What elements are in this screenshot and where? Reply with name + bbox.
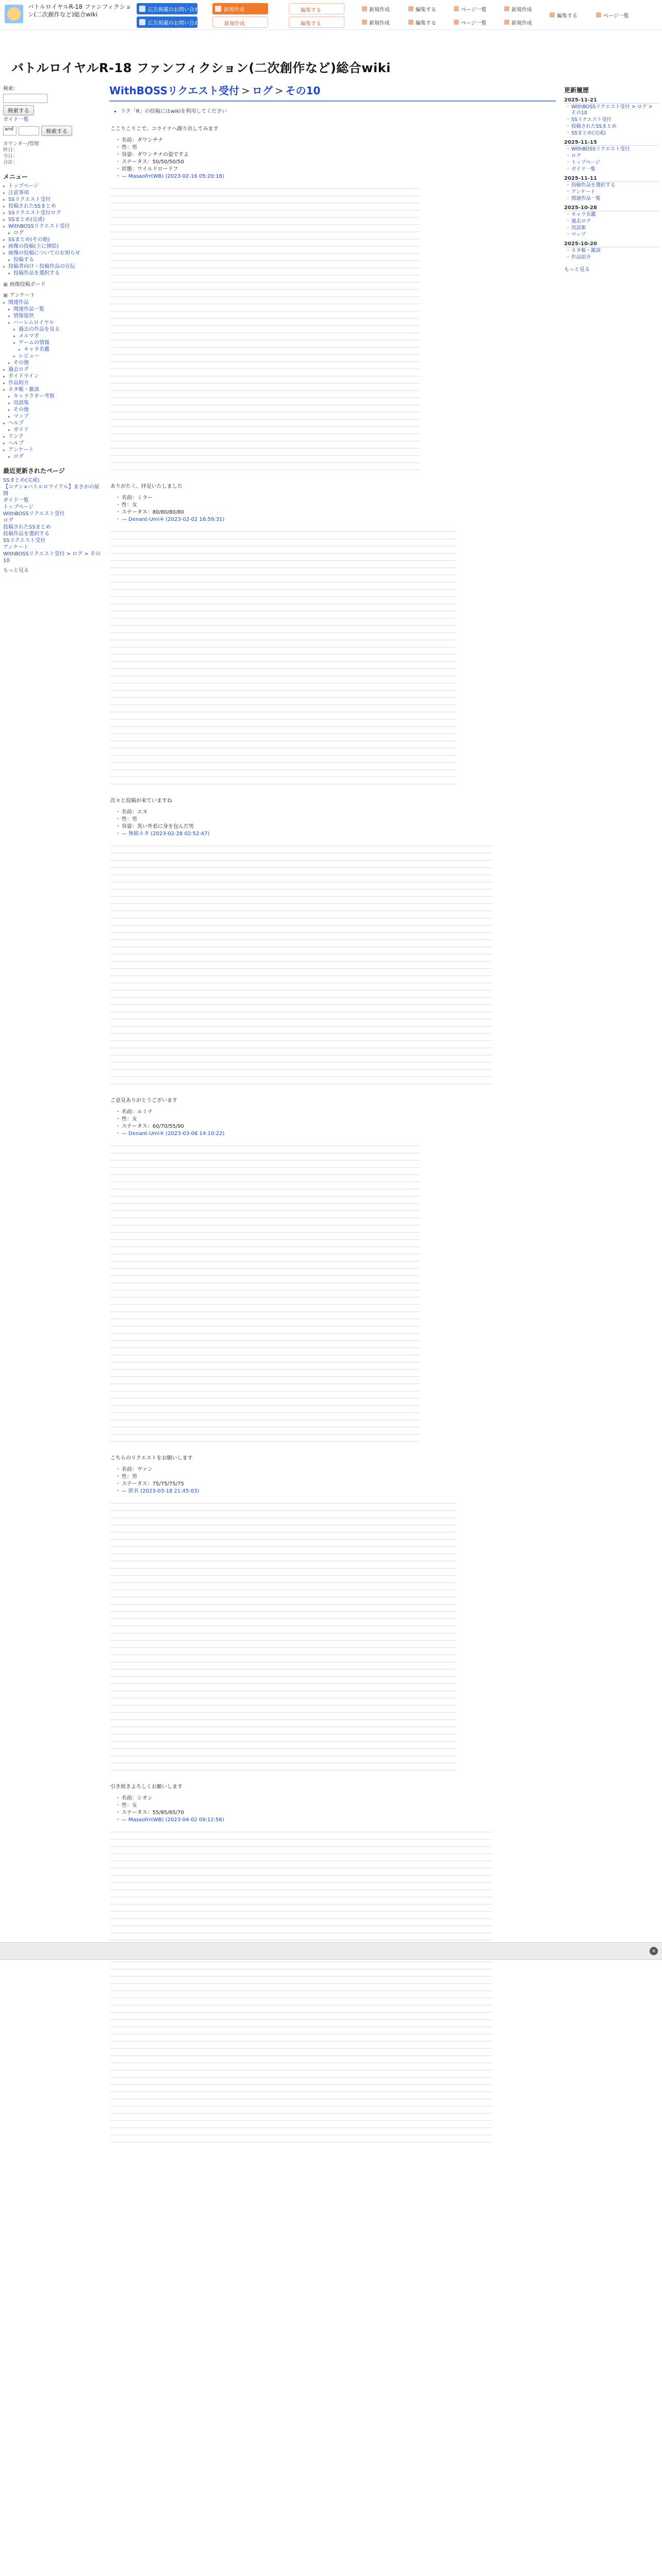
menu-item[interactable]: ▸ リンク <box>3 433 104 440</box>
update-link[interactable]: ・ 作品紹介 <box>567 255 659 261</box>
update-link[interactable]: ・ ログ <box>567 153 659 159</box>
post-entry <box>109 1097 556 1444</box>
counter-yesterday: 昨日： <box>3 147 18 153</box>
edit-button-2[interactable]: 編集する <box>289 16 344 28</box>
post-item: ・ ステータス：55/85/65/70 <box>117 1809 556 1817</box>
post-list <box>109 126 556 2144</box>
plus-icon <box>215 6 221 12</box>
menu-item[interactable]: ▸ SSリクエスト受付 <box>3 196 104 203</box>
update-date-heading: 2025-11-21 <box>564 97 659 104</box>
title-divider <box>109 100 556 101</box>
update-link[interactable]: ・ SSリクエスト受付 <box>567 117 659 123</box>
update-history-more-link[interactable]: もっと見る <box>564 267 590 273</box>
search-label: 検索： <box>3 86 19 92</box>
post-meta[interactable]: ・ — Denant-Umi④ (2023-03-06 14:10:22) <box>117 1130 556 1138</box>
update-link[interactable]: ・ WithBOSSリクエスト受付 > ログ > その10 <box>567 104 659 116</box>
menu-item[interactable]: ▸ メルマガ <box>3 333 104 340</box>
post-meta[interactable]: ・ — Denant-Umi④ (2023-02-02 16:59:31) <box>117 516 556 523</box>
menu-item[interactable]: ▸ キャラ名鑑 <box>3 346 104 353</box>
menu-item[interactable]: ▸ 画像の投稿(主に挿絵) <box>3 243 104 250</box>
update-link[interactable]: ・ 過去ログ <box>567 218 659 225</box>
post-item: ・ 名前：シオン <box>117 1795 556 1802</box>
page-title <box>109 82 556 97</box>
site-description: バトルロイヤルR-18 ファンフィクション(二次創作など)総合wiki <box>28 3 131 18</box>
post-item: ・ 状態：ワイルドロードフ <box>117 166 556 173</box>
menu-item[interactable]: ▸ キャラクター考察 <box>3 393 104 400</box>
menu-item[interactable]: ▸ 投稿者向け・投稿作品の宣伝 <box>3 263 104 270</box>
breadcrumb-separator: > <box>241 84 250 97</box>
update-list <box>567 248 659 261</box>
close-icon[interactable]: × <box>650 1947 658 1955</box>
post-item: ・ 名前：ミラー <box>117 495 556 502</box>
post-item: ・ 性：女 <box>117 502 556 509</box>
post-intro: ここりこりこで、コライナへ顔り出してみます <box>110 126 219 132</box>
menu-item[interactable]: ▸ 関連作品 <box>3 299 104 306</box>
menu-list-2 <box>3 299 104 460</box>
new-page-button[interactable]: 新規作成 <box>212 3 268 14</box>
menu-item[interactable]: ▸ その他 <box>3 406 104 413</box>
toolbar-new-link[interactable]: 新規作成 <box>362 5 390 13</box>
update-link[interactable]: ・ アンケート <box>567 189 659 195</box>
fold-toggle-survey[interactable]: ▣ アンケート <box>3 291 104 298</box>
post-meta[interactable]: ・ — 匿名 (2023-03-18 21:45:03) <box>117 1488 556 1495</box>
recent-pages-heading: 最近更新されたページ <box>3 467 65 474</box>
counter-total: 合計： <box>3 160 18 165</box>
menu-item[interactable]: ▸ ヘルプ <box>3 420 104 427</box>
post-entry <box>109 798 556 1086</box>
update-link[interactable]: ・ トップページ <box>567 160 659 166</box>
right-sidebar <box>564 86 659 858</box>
notice-item: • リク「R」の投稿にはwikiを利用してください <box>121 107 556 114</box>
post-entry <box>109 1784 556 2144</box>
post-item: ・ ステータス：75/75/75/75 <box>117 1481 556 1488</box>
menu-item[interactable]: ▸ その他 <box>3 360 104 366</box>
update-history-groups <box>564 97 659 261</box>
breadcrumb-link[interactable]: ログ <box>252 84 273 97</box>
menu-item[interactable]: ▸ 投稿作品を選択する <box>3 270 104 277</box>
menu-item[interactable]: ▸ 注意事項 <box>3 190 104 196</box>
post-item: ・ ステータス：50/50/50/50 <box>117 159 556 166</box>
post-item: ・ 性：男 <box>117 144 556 151</box>
menu-item[interactable]: ▸ ハーレムロイヤル <box>3 319 104 326</box>
guide-list-link[interactable]: ガイド一覧 <box>3 117 29 123</box>
tag-search-row <box>3 125 104 137</box>
update-list <box>567 182 659 202</box>
recent-page-link[interactable]: SSまとめ(完成) <box>3 478 40 483</box>
post-item: ・ 名前：エヌ <box>117 809 556 816</box>
post-item-list <box>117 1466 556 1495</box>
update-list <box>567 104 659 137</box>
post-item: ・ ステータス：80/80/80/80 <box>117 509 556 516</box>
menu-item[interactable]: ▸ ログ <box>3 230 104 236</box>
update-link[interactable]: ・ ガイド一覧 <box>567 166 659 173</box>
recent-page-link[interactable]: WithBOSSリクエスト受付 > ログ > その10 <box>3 551 101 564</box>
post-intro: 次々と投稿が来ていますね <box>110 798 172 804</box>
site-title[interactable]: バトルロイヤルR-18 ファンフィクション(二次創作など)総合wiki <box>11 61 391 75</box>
recent-page-link[interactable]: ログ <box>3 518 13 523</box>
post-item: ・ 名前：ダワンチナ <box>117 137 556 144</box>
menu-item[interactable]: ▸ 関連作品一覧 <box>3 306 104 313</box>
update-link[interactable]: ・ 関連作品一覧 <box>567 196 659 202</box>
post-item-list <box>117 1109 556 1138</box>
toolbar-edit-link[interactable]: 編集する <box>408 5 436 13</box>
menu-item[interactable]: ▸ ネタ帳・雑談 <box>3 386 104 393</box>
update-date-heading: 2025-11-15 <box>564 140 659 146</box>
update-link[interactable]: ・ ネタ帳・雑談 <box>567 248 659 254</box>
menu-heading: メニュー <box>3 173 28 180</box>
toolbar-new-link-2[interactable]: 新規作成 <box>362 19 390 26</box>
menu-item[interactable]: ▸ ヘルプ <box>3 440 104 447</box>
megaphone-icon <box>139 19 145 25</box>
update-link[interactable]: ・ SSまとめ(完成) <box>567 130 659 137</box>
tag-search-button[interactable]: 検索する <box>41 126 72 136</box>
post-entry <box>109 1455 556 1772</box>
menu-item[interactable]: ▸ 情報提供 <box>3 313 104 319</box>
post-item-list <box>117 137 556 180</box>
menu-item[interactable]: ▸ WithBOSSリクエスト受付 <box>3 223 104 230</box>
post-body-text <box>110 1498 456 1772</box>
post-intro: ご意見ありがとうございます <box>110 1098 177 1104</box>
post-item-list <box>117 495 556 523</box>
tag-input[interactable] <box>19 126 39 135</box>
breadcrumb-separator: > <box>274 84 284 97</box>
update-date-heading: 2025-10-20 <box>564 241 659 247</box>
bottom-ad-band <box>0 1942 662 1960</box>
post-item-list <box>117 1795 556 1824</box>
update-link[interactable]: ・ 用語集 <box>567 225 659 231</box>
more-recent-link[interactable]: もっと見る <box>3 568 29 573</box>
post-entry <box>109 126 556 472</box>
post-item: ・ ステータス：60/70/55/90 <box>117 1123 556 1130</box>
post-item: ・ 性：男 <box>117 1473 556 1481</box>
post-item: ・ 性：女 <box>117 1116 556 1123</box>
update-link[interactable]: ・ マップ <box>567 232 659 238</box>
recent-page-link[interactable]: SSリクエスト受付 <box>3 538 46 544</box>
post-item: ・ 名前：ルミナ <box>117 1109 556 1116</box>
plus-icon <box>216 20 222 26</box>
menu-item[interactable]: ▸ 画像の投稿についてのお知らせ <box>3 250 104 257</box>
post-item: ・ 容姿：ダワンチナの姿ですよ <box>117 151 556 159</box>
left-sidebar <box>3 86 104 848</box>
menu-item[interactable]: ▸ 作品紹介 <box>3 380 104 386</box>
update-link[interactable]: ・ キャラ名鑑 <box>567 212 659 218</box>
recent-page-link[interactable]: 【コナン×バトルロワイアル】まさかの展開 <box>3 484 100 497</box>
top-banner <box>0 0 662 30</box>
toolbar-new-link-4[interactable]: 新規作成 <box>504 19 532 26</box>
toolbar-new-link-3[interactable]: 新規作成 <box>504 5 532 13</box>
site-logo[interactable] <box>3 3 25 25</box>
toolbar-pagelist-link-2[interactable]: ページ一覧 <box>454 19 487 26</box>
recent-page-link[interactable]: 投稿作品を選択する <box>3 531 49 537</box>
update-link[interactable]: ・ 投稿されたSSまとめ <box>567 124 659 130</box>
recent-page-link[interactable]: ガイド一覧 <box>3 498 29 503</box>
post-item: ・ 容姿：黒い外套に身を包んだ男 <box>117 823 556 831</box>
menu-item[interactable]: ▸ ガイドライン <box>3 373 104 380</box>
breadcrumb-current: その10 <box>285 84 321 97</box>
menu-item[interactable]: ▸ 用語集 <box>3 400 104 406</box>
menu-item[interactable]: ▸ 過去ログ <box>3 366 104 373</box>
toolbar-pagelist-link-3[interactable]: ページ一覧 <box>596 11 629 19</box>
update-date-heading: 2025-11-11 <box>564 176 659 182</box>
menu-item[interactable]: ▸ SSまとめ(その他) <box>3 236 104 243</box>
breadcrumb-link[interactable]: WithBOSSリクエスト受付 <box>109 84 240 97</box>
post-body-text <box>110 841 492 1086</box>
post-body-text <box>110 183 420 472</box>
pencil-icon <box>292 6 298 12</box>
counter-today: 今日： <box>3 154 18 159</box>
recent-page-link[interactable]: 投稿されたSSまとめ <box>3 524 51 530</box>
recent-page-link[interactable]: トップページ <box>3 504 34 510</box>
recent-page-link[interactable]: WithBOSSリクエスト受付 <box>3 511 65 517</box>
counter-label: カウンター/管理 <box>3 141 39 147</box>
update-history-heading: 更新履歴 <box>564 87 589 94</box>
post-item: ・ 性：男 <box>117 816 556 823</box>
fold-toggle-image-board[interactable]: ▣ 画像投稿ボード <box>3 280 104 287</box>
search-button[interactable]: 検索する <box>3 105 34 115</box>
ad-button-contact[interactable]: 広告掲載のお問い合わせ <box>137 3 197 14</box>
post-intro: 引き続きよろしくお願いします <box>110 1784 183 1790</box>
post-item: ・ 性：女 <box>117 1802 556 1809</box>
post-item-list <box>117 809 556 838</box>
menu-item[interactable]: ▸ ガイド <box>3 427 104 433</box>
megaphone-icon <box>139 6 145 12</box>
edit-button[interactable]: 編集する <box>289 3 344 14</box>
recent-pages-list <box>3 477 104 564</box>
menu-item[interactable]: ▸ マップ <box>3 413 104 420</box>
new-page-button-2[interactable]: 新規作成 <box>212 16 268 28</box>
toolbar-edit-link-3[interactable]: 編集する <box>550 11 577 19</box>
update-date-heading: 2025-10-28 <box>564 205 659 211</box>
post-item: ・ 名前：ヴァン <box>117 1466 556 1473</box>
main-content <box>109 82 556 2576</box>
tag-sort-select[interactable]: and <box>3 126 16 135</box>
menu-item[interactable]: ▸ 投稿されたSSまとめ <box>3 203 104 210</box>
post-body-text <box>110 527 456 786</box>
post-intro: ありがたく、拝見いたしました <box>110 484 183 489</box>
update-link[interactable]: ・ WithBOSSリクエスト受付 <box>567 146 659 152</box>
menu-list <box>3 183 104 277</box>
recent-page-link[interactable]: アンケート <box>3 545 29 550</box>
menu-item[interactable]: ▸ トップページ <box>3 183 104 190</box>
menu-item[interactable]: ▸ 投稿する <box>3 257 104 263</box>
menu-item[interactable]: ▸ SSリクエスト受付ログ <box>3 210 104 216</box>
menu-item[interactable]: ▸ SSまとめ(完成) <box>3 216 104 223</box>
menu-item[interactable]: ▸ ゲームの情報 <box>3 340 104 346</box>
post-meta[interactable]: ・ — 無銘ネタ (2023-02-28 02:52:47) <box>117 831 556 838</box>
menu-item[interactable]: ▸ アンケート <box>3 447 104 453</box>
post-entry <box>109 483 556 786</box>
post-intro: こちらのリクエストをお願いします <box>110 1455 193 1461</box>
update-link[interactable]: ・ 投稿作品を選択する <box>567 182 659 189</box>
ad-button-contact-2[interactable]: 広告掲載のお問い合わせ <box>137 16 197 28</box>
notice-list <box>115 107 556 114</box>
menu-item[interactable]: ▸ ログ <box>3 453 104 460</box>
menu-item[interactable]: ▸ レビュー <box>3 353 104 360</box>
toolbar-pagelist-link[interactable]: ページ一覧 <box>454 5 487 13</box>
update-list <box>567 146 659 173</box>
search-input[interactable] <box>3 94 47 103</box>
post-body-text <box>110 1141 420 1444</box>
pencil-icon <box>292 20 298 26</box>
toolbar-edit-link-2[interactable]: 編集する <box>408 19 436 26</box>
post-body-text <box>110 1827 492 2144</box>
post-meta[interactable]: ・ — Masaofrr(WB) (2023-04-02 09:12:56) <box>117 1817 556 1824</box>
menu-item[interactable]: ▸ 過去の作品を見る <box>3 326 104 333</box>
post-meta[interactable]: ・ — Masaofrr(WB) (2023-02-16 05:20:18) <box>117 173 556 180</box>
update-list <box>567 212 659 238</box>
